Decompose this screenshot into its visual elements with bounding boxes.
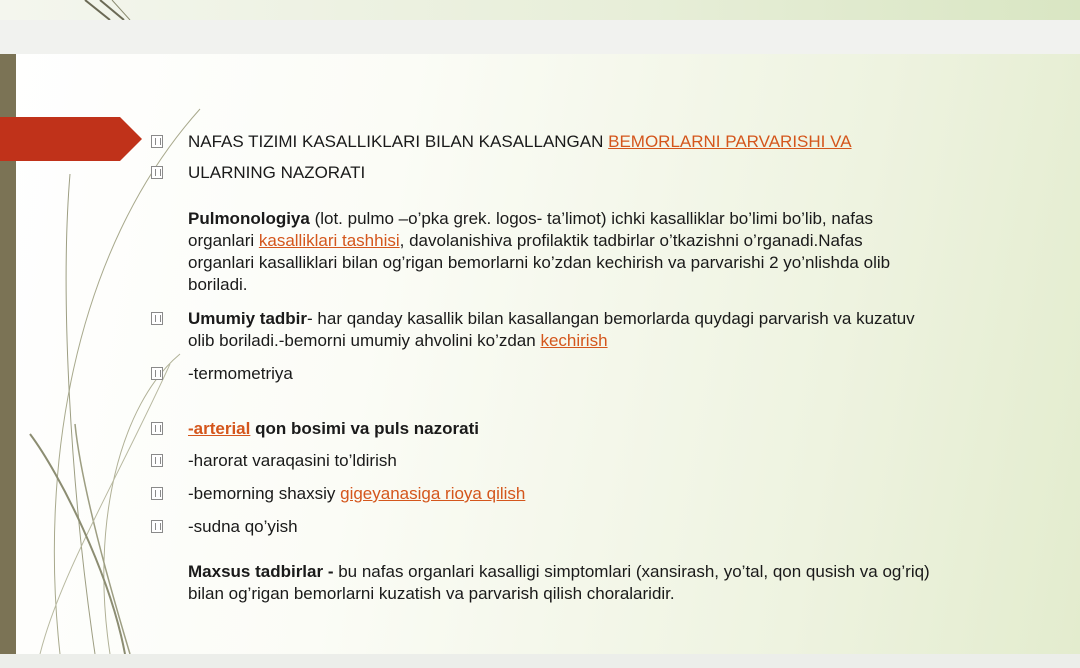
bullet-icon xyxy=(151,520,163,533)
slide-content xyxy=(0,54,1080,654)
decorative-lines xyxy=(0,0,1080,20)
slide xyxy=(0,54,1080,654)
umumiy-term: Umumiy tadbir xyxy=(188,309,308,328)
paragraph-text: bu nafas organlari kasalligi simptomlari (xansirash, yo’tal, qon qusish va og’riq) bilan og’rigan bemorlarni kuzatish va parvarish qilish choralaridir. xyxy=(188,562,930,603)
heading-link[interactable]: BEMORLARNI PARVARISHI VA xyxy=(608,132,852,151)
tashhisi-link[interactable]: kasalliklari tashhisi xyxy=(258,231,400,250)
kechirish-link[interactable]: kechirish xyxy=(540,331,608,350)
bullet-icon xyxy=(151,312,163,325)
gigeyena-link[interactable]: gigeyanasiga rioya qilish xyxy=(340,484,526,503)
bullet-icon xyxy=(151,135,163,148)
maxsus-term: Maxsus tadbirlar - xyxy=(188,562,339,581)
heading-line-2-text: ULARNING NAZORATI xyxy=(188,163,366,182)
list-item-text: qon bosimi va puls nazorati xyxy=(250,419,479,438)
list-item-text: -harorat varaqasini to’ldirish xyxy=(188,451,397,470)
list-item-text: -termometriya xyxy=(188,364,293,383)
list-item-text: - har qanday kasallik bilan kasallangan bemorlarda quydagi parvarish va kuzatuv olib boriladi.-bemorni umumiy ahvolini ko’zdan xyxy=(188,309,915,350)
bottom-gap xyxy=(0,654,1080,668)
paragraph-text: , davolanishiva profilaktik tadbirlar o’tkazishni o’rganadi.Nafas organlari kasalliklari bilan og’rigan bemorlarni ko’zdan kechirish va parvarishi 2 yo’nlishda olib boriladi. xyxy=(188,231,891,294)
list-item-text: -bemorning shaxsiy xyxy=(188,484,341,503)
list-item-text: -sudna qo’yish xyxy=(188,517,298,536)
bullet-icon xyxy=(151,487,163,500)
bullet-icon xyxy=(151,422,163,435)
previous-slide-edge xyxy=(0,0,1080,20)
slide-gap xyxy=(0,20,1080,54)
pulmonologiya-term: Pulmonologiya xyxy=(188,209,310,228)
bullet-icon xyxy=(151,166,163,179)
heading-text: NAFAS TIZIMI KASALLIKLARI BILAN KASALLANGAN xyxy=(188,132,609,151)
bullet-icon xyxy=(151,454,163,467)
arterial-link[interactable]: -arterial xyxy=(188,419,251,438)
paragraph-text: (lot. pulmo –o’pka grek. logos- ta’limot) ichki kasalliklar bo’limi bo’lib, nafas organlari xyxy=(188,209,873,250)
bullet-icon xyxy=(151,367,163,380)
